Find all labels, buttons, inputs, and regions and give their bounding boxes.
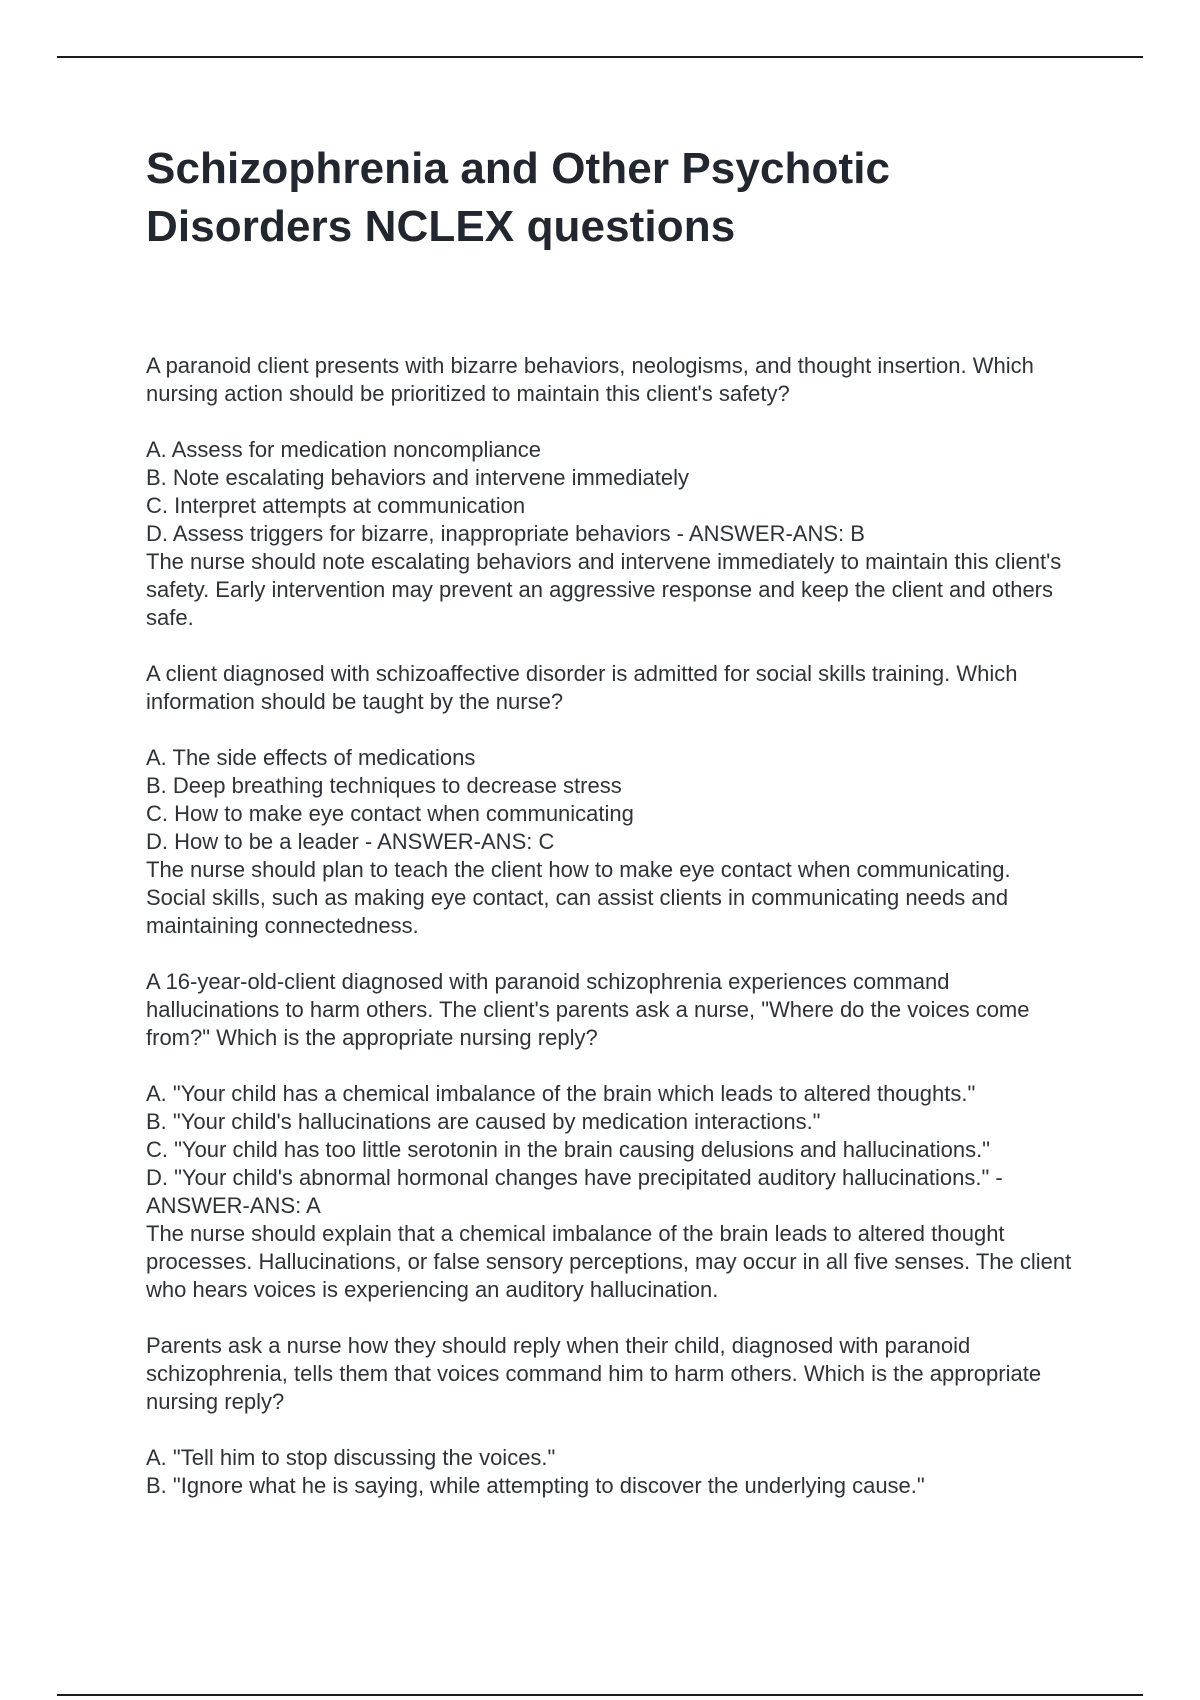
question-stem: A client diagnosed with schizoaffective disorder is admitted for social skills training. Which information should be taught by the nurse? xyxy=(146,661,1018,714)
question-list xyxy=(146,352,1076,1500)
answer-option: C. Interpret attempts at communication xyxy=(146,493,526,518)
bottom-rule xyxy=(57,1694,1143,1696)
answer-option: A. "Tell him to stop discussing the voices." xyxy=(146,1445,556,1470)
rationale: The nurse should explain that a chemical imbalance of the brain leads to altered thought processes. Hallucinations, or false sensory perceptions, may occur in all five senses. The client who hears voices is experiencing an auditory hallucination. xyxy=(146,1221,1072,1302)
answer-option: D. How to be a leader - ANSWER-ANS: C xyxy=(146,829,555,854)
answer-option: B. "Your child's hallucinations are caused by medication interactions." xyxy=(146,1109,821,1134)
answer-option: D. "Your child's abnormal hormonal changes have precipitated auditory hallucinations." - ANSWER-ANS: A xyxy=(146,1165,1003,1218)
document-title xyxy=(146,140,1076,256)
answer-option: B. Deep breathing techniques to decrease stress xyxy=(146,773,622,798)
rationale: The nurse should note escalating behaviors and intervene immediately to maintain this client's safety. Early intervention may prevent an aggressive response and keep the client and others safe. xyxy=(146,549,1062,630)
answer-option: A. The side effects of medications xyxy=(146,745,476,770)
rationale: The nurse should plan to teach the client how to make eye contact when communicating. Social skills, such as making eye contact, can assist clients in communicating needs and maintaining connectedness. xyxy=(146,857,1011,938)
question-4 xyxy=(146,1332,1076,1500)
question-1 xyxy=(146,352,1076,632)
question-stem: A paranoid client presents with bizarre behaviors, neologisms, and thought insertion. Which nursing action should be prioritized to maintain this client's safety? xyxy=(146,353,1034,406)
title-line-1: Schizophrenia and Other Psychotic xyxy=(146,144,891,193)
answer-option: C. "Your child has too little serotonin in the brain causing delusions and hallucinations." xyxy=(146,1137,990,1162)
answer-option: B. Note escalating behaviors and intervene immediately xyxy=(146,465,689,490)
answer-option: A. "Your child has a chemical imbalance of the brain which leads to altered thoughts." xyxy=(146,1081,976,1106)
answer-option: A. Assess for medication noncompliance xyxy=(146,437,541,462)
top-rule xyxy=(57,56,1143,58)
question-2 xyxy=(146,660,1076,940)
document-body xyxy=(146,140,1076,1528)
title-line-2: Disorders NCLEX questions xyxy=(146,202,736,251)
answer-option: B. "Ignore what he is saying, while attempting to discover the underlying cause." xyxy=(146,1473,925,1498)
question-stem: A 16-year-old-client diagnosed with paranoid schizophrenia experiences command hallucinations to harm others. The client's parents ask a nurse, "Where do the voices come from?" Which is the appropriate nursing reply? xyxy=(146,969,1030,1050)
question-3 xyxy=(146,968,1076,1304)
question-stem: Parents ask a nurse how they should reply when their child, diagnosed with paranoid schizophrenia, tells them that voices command him to harm others. Which is the appropriate nursing reply? xyxy=(146,1333,1042,1414)
answer-option: C. How to make eye contact when communicating xyxy=(146,801,634,826)
answer-option: D. Assess triggers for bizarre, inappropriate behaviors - ANSWER-ANS: B xyxy=(146,521,865,546)
